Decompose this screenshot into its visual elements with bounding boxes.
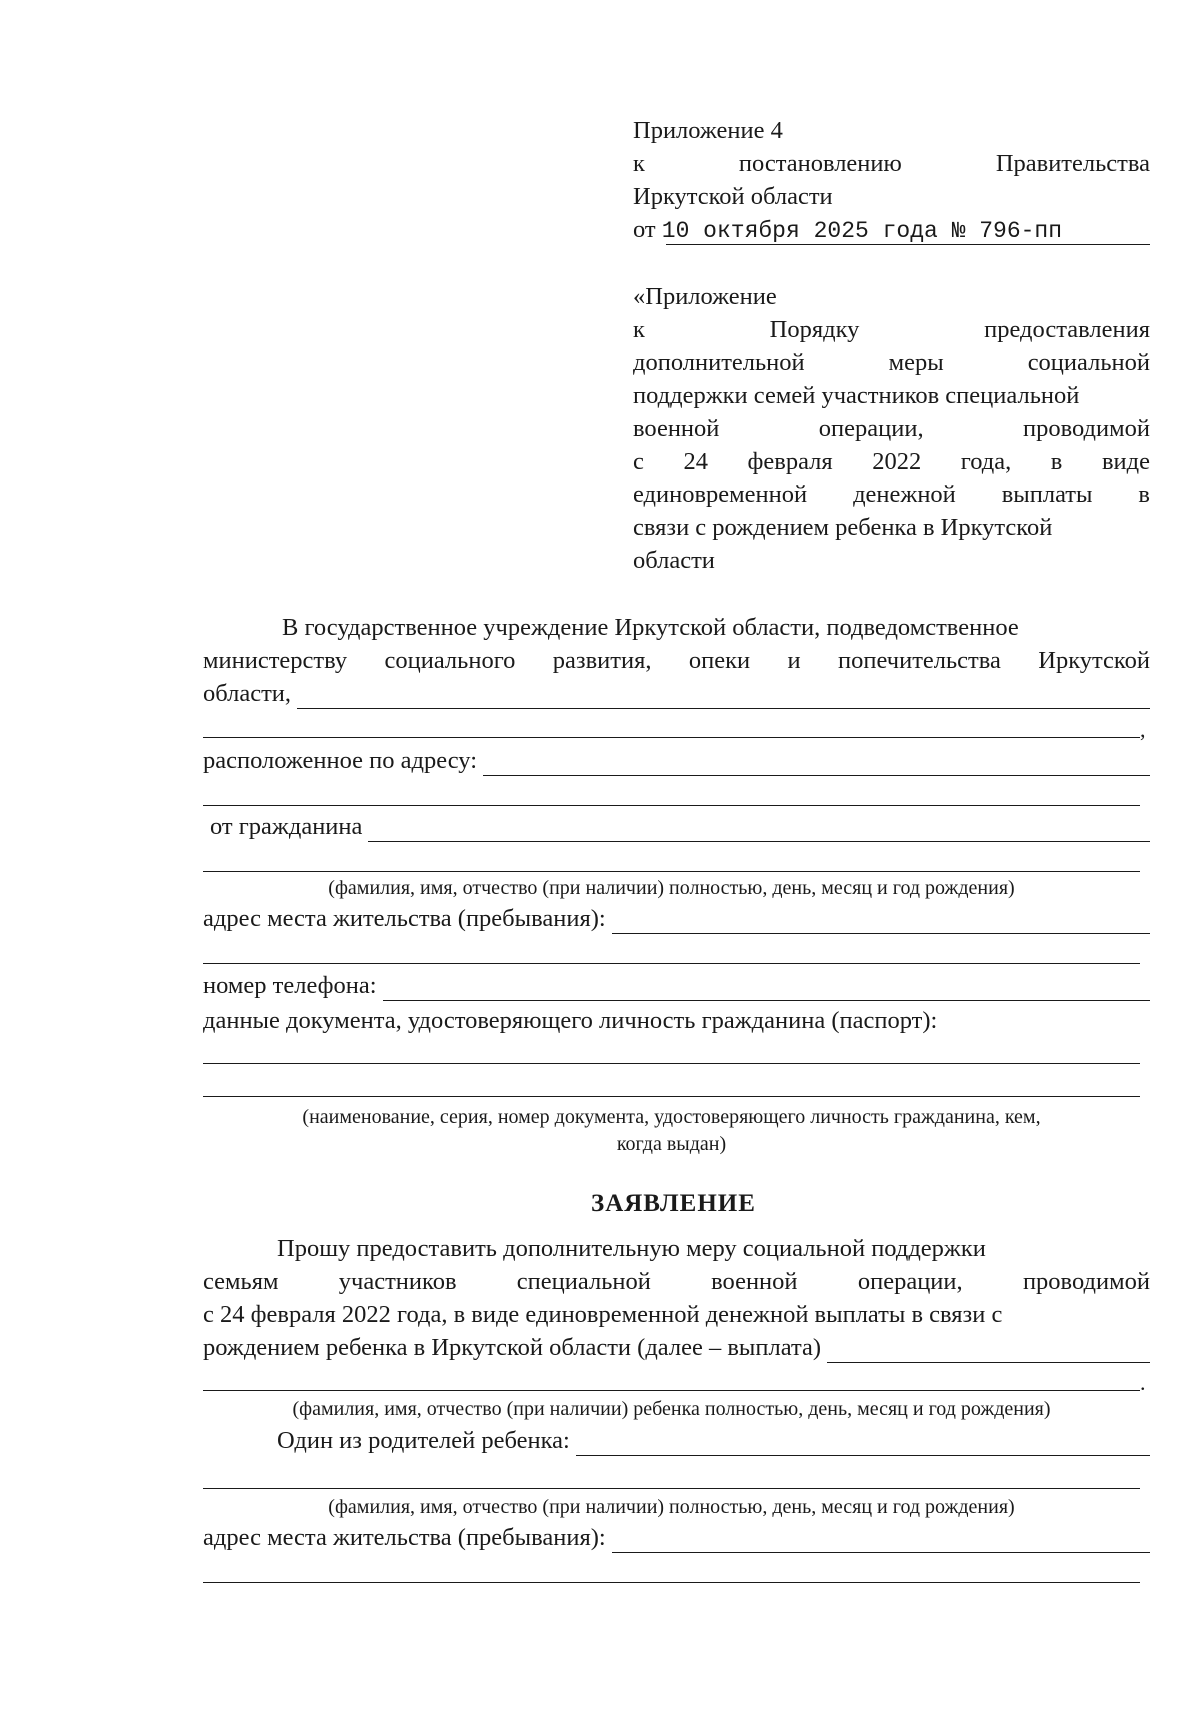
text: Прошу предоставить дополнительную меру социальной поддержки	[277, 1235, 986, 1262]
procedure-line-2	[633, 348, 1150, 378]
institution-name-underline	[297, 686, 1150, 709]
procedure-title: «Приложение	[633, 283, 777, 310]
statement-line-1	[277, 1234, 1150, 1264]
statement-line-2	[203, 1267, 1150, 1297]
id-document-label: данные документа, удостоверяющего личность гражданина (паспорт):	[203, 1007, 938, 1034]
child-name-line-2[interactable]	[203, 1390, 1140, 1391]
id-document-line-1[interactable]	[203, 1063, 1140, 1064]
trailing-period: .	[1140, 1370, 1146, 1395]
word: попечительства	[838, 647, 1001, 674]
document-date-number: 10 октября 2025 года № 796-пп	[661, 218, 1063, 244]
word: февраля	[747, 448, 833, 475]
parent-name-field[interactable]	[277, 1426, 1150, 1456]
word: выплаты	[1001, 481, 1093, 508]
applicant-name-line-2[interactable]	[203, 871, 1140, 872]
word: к	[633, 150, 645, 177]
word: развития,	[552, 647, 652, 674]
id-caption-line-2: когда выдан)	[616, 1133, 727, 1155]
addressee-line-1	[282, 613, 1150, 643]
field-label: адрес места жительства (пребывания):	[203, 1524, 606, 1551]
word: специальной	[516, 1268, 651, 1295]
field-label: рождением ребенка в Иркутской области (далее – выплата)	[203, 1334, 821, 1361]
word: в	[1138, 481, 1150, 508]
id-caption-line-1: (наименование, серия, номер документа, удостоверяющего личность гражданина, кем,	[302, 1106, 1041, 1128]
word: единовременной	[633, 481, 808, 508]
parent-residence-field[interactable]	[203, 1523, 1150, 1553]
word: семьям	[203, 1268, 279, 1295]
field-label: адрес места жительства (пребывания):	[203, 905, 606, 932]
word: министерству	[203, 647, 348, 674]
procedure-line-7	[633, 513, 1150, 543]
word: Порядку	[769, 316, 860, 343]
institution-address-line-2[interactable]	[203, 805, 1140, 806]
word: и	[787, 647, 801, 674]
word: постановлению	[738, 150, 902, 177]
field-label: от гражданина	[210, 813, 363, 840]
statement-title: ЗАЯВЛЕНИЕ	[591, 1190, 756, 1217]
word: социальной	[1027, 349, 1150, 376]
procedure-line-1	[633, 315, 1150, 345]
word: к	[633, 316, 645, 343]
word: военной	[633, 415, 720, 442]
word: виде	[1101, 448, 1150, 475]
child-name-underline	[827, 1340, 1150, 1363]
field-label: Один из родителей ребенка:	[277, 1427, 570, 1454]
applicant-fio-caption: (фамилия, имя, отчество (при наличии) полностью, день, месяц и год рождения)	[328, 877, 1015, 899]
word: денежной	[853, 481, 956, 508]
word: связи с рождением ребенка в Иркутской	[633, 514, 1053, 541]
word: опеки	[688, 647, 751, 674]
word: операции,	[818, 415, 924, 442]
applicant-residence-underline	[612, 911, 1150, 934]
institution-address-field[interactable]	[203, 746, 1150, 776]
word: военной	[711, 1268, 798, 1295]
applicant-residence-field[interactable]	[203, 904, 1150, 934]
field-label: номер телефона:	[203, 972, 377, 999]
word: проводимой	[1023, 415, 1150, 442]
procedure-line-6	[633, 480, 1150, 510]
date-prefix: от	[633, 216, 656, 243]
phone-underline	[383, 978, 1150, 1001]
field-label: области,	[203, 680, 292, 707]
word: 24	[683, 448, 708, 475]
id-document-line-2[interactable]	[203, 1096, 1140, 1097]
word: поддержки семей участников специальной	[633, 382, 1080, 409]
statement-line-3: с 24 февраля 2022 года, в виде единовременной денежной выплаты в связи с	[203, 1301, 1003, 1328]
word: Иркутской	[1038, 647, 1150, 674]
word: с	[633, 448, 644, 475]
parent-residence-underline	[612, 1530, 1150, 1553]
child-name-field[interactable]	[203, 1333, 1150, 1363]
word: предоставления	[984, 316, 1150, 343]
appendix-to-line	[633, 149, 1150, 179]
phone-field[interactable]	[203, 971, 1150, 1001]
word: дополнительной	[633, 349, 805, 376]
child-caption: (фамилия, имя, отчество (при наличии) ребенка полностью, день, месяц и год рождения)	[292, 1398, 1051, 1420]
field-label: расположенное по адресу:	[203, 747, 477, 774]
institution-name-line-2[interactable]	[203, 737, 1140, 738]
word: участников	[338, 1268, 457, 1295]
parent-name-underline	[576, 1433, 1150, 1456]
trailing-comma: ,	[1140, 717, 1146, 742]
parent-residence-line-2[interactable]	[203, 1582, 1140, 1583]
addressee-line-2	[203, 646, 1150, 676]
parent-caption: (фамилия, имя, отчество (при наличии) полностью, день, месяц и год рождения)	[328, 1496, 1015, 1518]
date-underline	[666, 244, 1150, 245]
word: проводимой	[1022, 1268, 1150, 1295]
procedure-line-4	[633, 414, 1150, 444]
word: Правительства	[995, 150, 1150, 177]
procedure-line-3	[633, 381, 1150, 411]
word: меры	[888, 349, 944, 376]
appendix-region: Иркутской области	[633, 183, 833, 210]
text: В государственное учреждение Иркутской области, подведомственное	[282, 614, 1019, 641]
appendix-date-line	[633, 215, 1062, 245]
applicant-name-underline	[368, 819, 1150, 842]
applicant-name-field[interactable]	[210, 812, 1150, 842]
word: операции,	[857, 1268, 963, 1295]
appendix-title: Приложение 4	[633, 117, 783, 144]
word: в	[1050, 448, 1063, 475]
procedure-line-5	[633, 447, 1150, 477]
word: года,	[960, 448, 1012, 475]
parent-name-line-2[interactable]	[203, 1488, 1140, 1489]
procedure-line-8: области	[633, 547, 715, 574]
applicant-residence-line-2[interactable]	[203, 963, 1140, 964]
word: социального	[384, 647, 516, 674]
word: 2022	[872, 448, 922, 475]
institution-address-underline	[483, 753, 1150, 776]
institution-name-field[interactable]	[203, 679, 1150, 709]
